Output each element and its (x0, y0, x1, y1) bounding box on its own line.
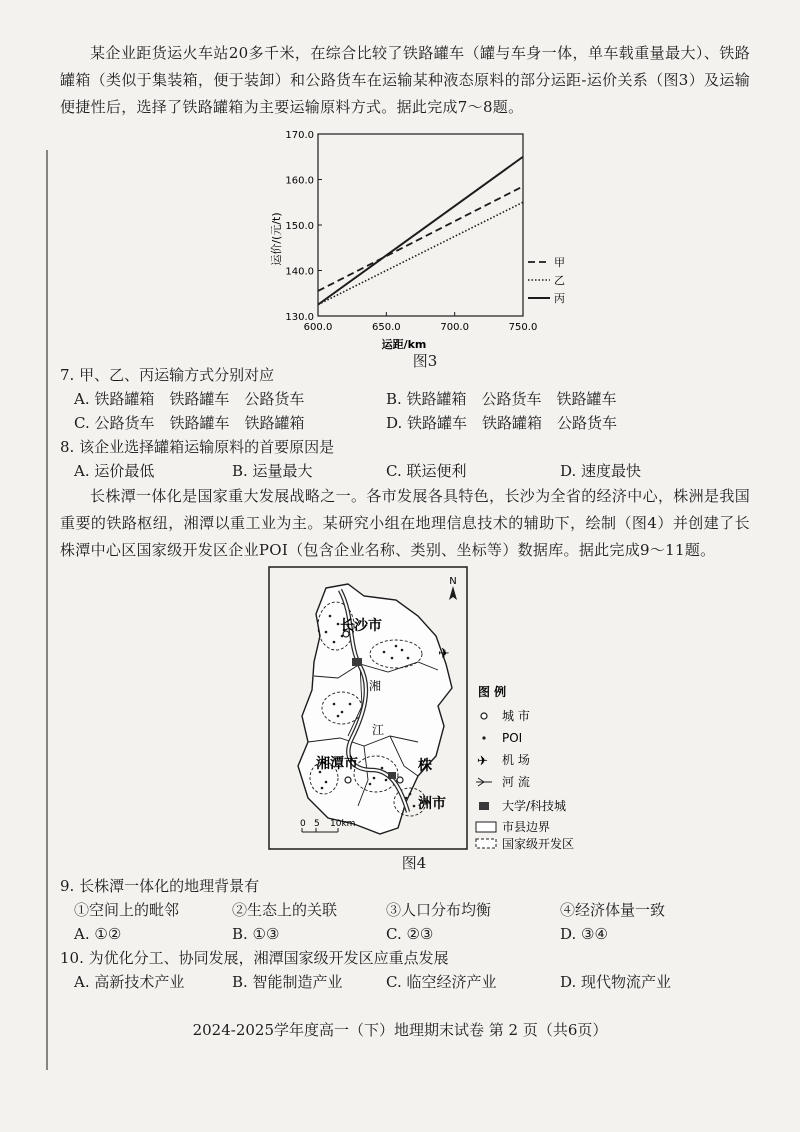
y-axis-label: 运价/(元/t) (270, 212, 283, 266)
q9-item-1: ①空间上的毗邻 (74, 901, 180, 919)
legend-boundary-icon (476, 822, 496, 832)
x-tick-label: 700.0 (440, 322, 469, 333)
x-tick-label: 750.0 (508, 322, 538, 333)
scale-bar (300, 819, 355, 832)
q9-item-3: ③人口分布均衡 (386, 901, 492, 919)
q10-option-d: D. 现代物流产业 (560, 973, 672, 991)
legend-title: 图 例 (478, 685, 507, 699)
chart-series (318, 157, 523, 305)
legend-label-2: 乙 (554, 274, 565, 287)
legend-university: 大学/科技城 (502, 799, 567, 813)
airport-icon: ✈ (438, 646, 450, 662)
q7-option-b: B. 铁路罐箱 公路货车 铁路罐车 (386, 390, 617, 408)
y-tick-label: 150.0 (285, 221, 314, 232)
legend-poi-icon (482, 736, 485, 739)
legend-poi: POI (502, 731, 523, 745)
q7-option-d: D. 铁路罐车 铁路罐箱 公路货车 (386, 414, 618, 432)
y-tick-label: 140.0 (285, 266, 314, 278)
page-binding-edge (46, 150, 48, 1070)
question-8-stem: 8. 该企业选择罐箱运输原料的首要原因是 (60, 438, 335, 456)
q9-option-b: B. ①③ (232, 925, 280, 943)
x-axis-label: 运距/km (381, 338, 427, 351)
figure-4-map (268, 566, 578, 850)
plot-frame (318, 134, 523, 316)
svg-text:0: 0 (300, 819, 306, 829)
y-tick-label: 130.0 (285, 312, 314, 323)
q10-option-a: A. 高新技术产业 (74, 973, 185, 991)
legend-boundary: 市县边界 (502, 820, 551, 834)
legend-airport-icon: ✈ (477, 754, 488, 769)
question-10-stem: 10. 为优化分工、协同发展，湘潭国家级开发区应重点发展 (60, 949, 449, 967)
river-label-1: 湘 (369, 679, 382, 693)
q8-option-c: C. 联运便利 (386, 462, 467, 480)
q9-option-a: A. ①② (74, 925, 122, 943)
legend-city-icon (481, 713, 487, 719)
q9-option-c: C. ②③ (386, 925, 434, 943)
q9-item-2: ②生态上的关联 (232, 901, 338, 919)
q9-item-4: ④经济体量一致 (560, 901, 666, 919)
question-9-stem: 9. 长株潭一体化的地理背景有 (60, 877, 260, 895)
city-label-changsha: 长沙市 (340, 618, 382, 634)
legend-label-1: 甲 (554, 256, 565, 269)
city-marker-zhuzhou (397, 777, 403, 783)
legend-university-icon (479, 802, 489, 810)
chart-legend (528, 256, 565, 305)
city-marker-xiangtan (345, 777, 351, 783)
y-tick-label: 160.0 (285, 175, 314, 187)
legend-label-3: 丙 (554, 292, 565, 305)
figure-4-caption: 图4 (401, 854, 427, 872)
svg-text:5: 5 (314, 819, 320, 829)
series-line-2 (318, 202, 523, 304)
university-icon (352, 658, 362, 666)
legend-airport: 机 场 (502, 753, 530, 767)
passage-changzhutan: 长株潭一体化是国家重大发展战略之一。各市发展各具特色，长沙为全省的经济中心，株洲是我国重要的铁路枢纽，湘潭以重工业为主。某研究小组在地理信息技术的辅助下，绘制（图4）并创建了长株潭中心区国家级开发区企业POI（包含企业名称、类别、坐标等）数据库。据此完成9～11题。 (60, 487, 750, 559)
q8-option-d: D. 速度最快 (560, 462, 642, 480)
page-footer: 2024-2025学年度高一（下）地理期末试卷 第 2 页（共6页） (192, 1021, 608, 1039)
chart-axes (285, 130, 537, 333)
x-tick-label: 650.0 (372, 322, 401, 333)
series-line-3 (318, 157, 523, 305)
legend-river: 河 流 (502, 775, 530, 789)
university-icon-2 (388, 772, 396, 779)
north-arrow-icon (449, 576, 457, 600)
legend-devzone-icon (476, 839, 496, 848)
question-7-stem: 7. 甲、乙、丙运输方式分别对应 (60, 366, 275, 384)
series-line-1 (318, 186, 523, 291)
q10-option-b: B. 智能制造产业 (232, 973, 343, 991)
figure-3-caption: 图3 (412, 352, 438, 370)
map-legend (476, 684, 574, 850)
q7-option-a: A. 铁路罐箱 铁路罐车 公路货车 (74, 390, 305, 408)
river-label-2: 江 (372, 723, 385, 737)
y-tick-label: 170.0 (285, 130, 314, 141)
passage-rail-transport: 某企业距货运火车站20多千米，在综合比较了铁路罐车（罐与车身一体，单车载重量最大）、铁路罐箱（类似于集装箱，便于装卸）和公路货车在运输某种液态原料的部分运距-运价关系（图3）及运输便捷性后，选择了铁路罐箱为主要运输原料方式。据此完成7～8题。 (60, 44, 750, 116)
legend-devzone: 国家级开发区 (502, 837, 575, 850)
q10-option-c: C. 临空经济产业 (386, 973, 497, 991)
q8-option-a: A. 运价最低 (74, 462, 155, 480)
svg-text:10km: 10km (330, 819, 356, 829)
q9-option-d: D. ③④ (560, 925, 608, 943)
north-label: N (449, 576, 457, 587)
q8-option-b: B. 运量最大 (232, 462, 313, 480)
city-label-zhuzhou-1: 株 (418, 758, 432, 774)
q7-option-c: C. 公路货车 铁路罐车 铁路罐箱 (74, 414, 305, 432)
legend-city: 城 市 (502, 709, 530, 723)
city-label-xiangtan: 湘潭市 (316, 756, 358, 772)
x-tick-label: 600.0 (303, 322, 333, 333)
legend-river-icon (476, 778, 492, 786)
city-label-zhuzhou-2: 洲市 (418, 796, 446, 812)
figure-3-chart (268, 124, 568, 364)
